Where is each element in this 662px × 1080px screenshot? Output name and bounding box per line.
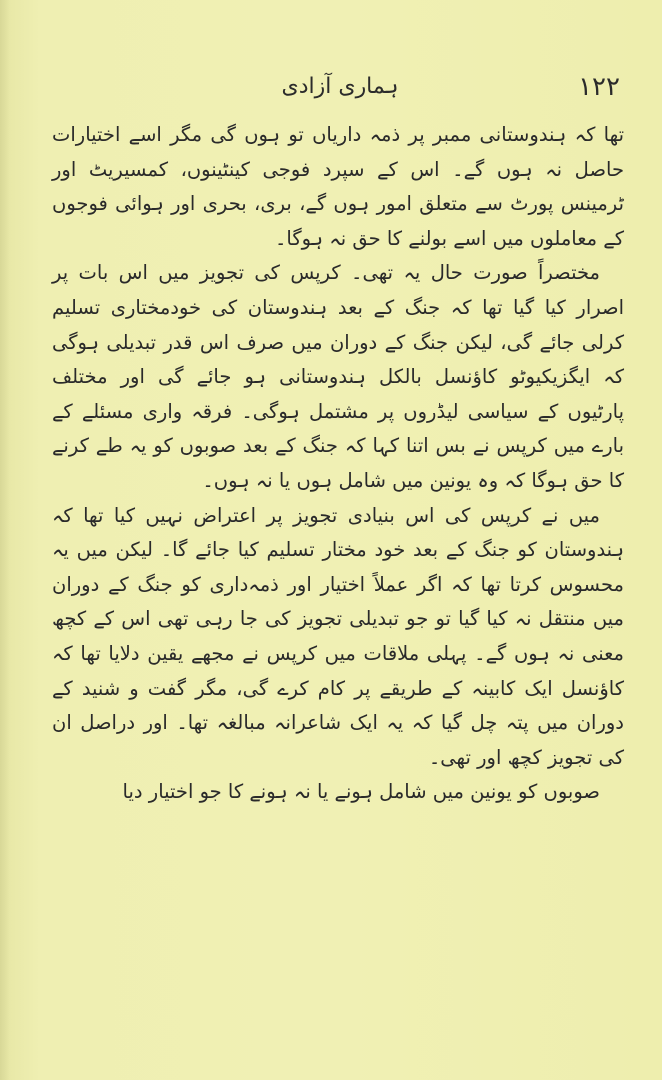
running-title: ہماری آزادی bbox=[281, 74, 399, 99]
paragraph: میں نے کرپس کی اس بنیادی تجویز پر اعتراض نہیں کیا تھا کہ ہندوستان کو جنگ کے بعد خود مختار تسلیم کیا جائے گا۔ لیکن میں یہ محسوس کرتا تھا کہ اگر عملاً اختیار اور ذمہ‌داری کو جنگ کے دوران میں منتقل نہ کیا گیا تو جو تبدیلی تجویز کی جا رہی تھی اس کے کچھ معنی نہ ہوں گے۔ پہلی ملاقات میں کرپس نے مجھے یقین دلایا تھا کہ کاؤنسل ایک کابینہ کے طریقے پر کام کرے گی، مگر گفت و شنید کے دوران میں پتہ چل گیا کہ یہ ایک شاعرانہ مبالغہ تھا۔ اور دراصل ان کی تجویز کچھ اور تھی۔ bbox=[52, 503, 624, 769]
page-number: ۱۲۲ bbox=[578, 72, 620, 102]
paragraph: تھا کہ ہندوستانی ممبر پر ذمہ داریاں تو ہوں گی مگر اسے اختیارات حاصل نہ ہوں گے۔ اس کے سپرد فوجی کینٹینوں، کمسیریٹ اور ٹرمینس پورٹ سے متعلق امور ہوں گے، بری، بحری اور ہوائی فوجوں کے معاملوں میں اسے بولنے کا حق نہ ہوگا۔ bbox=[52, 123, 624, 250]
paragraph: صوبوں کو یونین میں شامل ہونے یا نہ ہونے کا جو اختیار دیا bbox=[122, 780, 600, 804]
paragraph: مختصراً صورت حال یہ تھی۔ کرپس کی تجویز میں اس بات پر اصرار کیا گیا تھا کہ جنگ کے بعد ہندوستان کی خودمختاری تسلیم کرلی جائے گی، لیکن جنگ کے دوران میں صرف اس قدر تبدیلی ہوگی کہ ایگزیکیوٹو کاؤنسل بالکل ہندوستانی ہو جائے گی اور مختلف پارٹیوں کے سیاسی لیڈروں پر مشتمل ہوگی۔ فرقہ واری مسئلے کے بارے میں کرپس نے بس اتنا کہا کہ جنگ کے بعد صوبوں کو یہ طے کرنے کا حق ہوگا کہ وہ یونین میں شامل ہوں یا نہ ہوں۔ bbox=[52, 261, 624, 492]
page-gutter-shadow bbox=[0, 0, 10, 1080]
body-text bbox=[52, 118, 624, 810]
page-header bbox=[60, 62, 620, 102]
